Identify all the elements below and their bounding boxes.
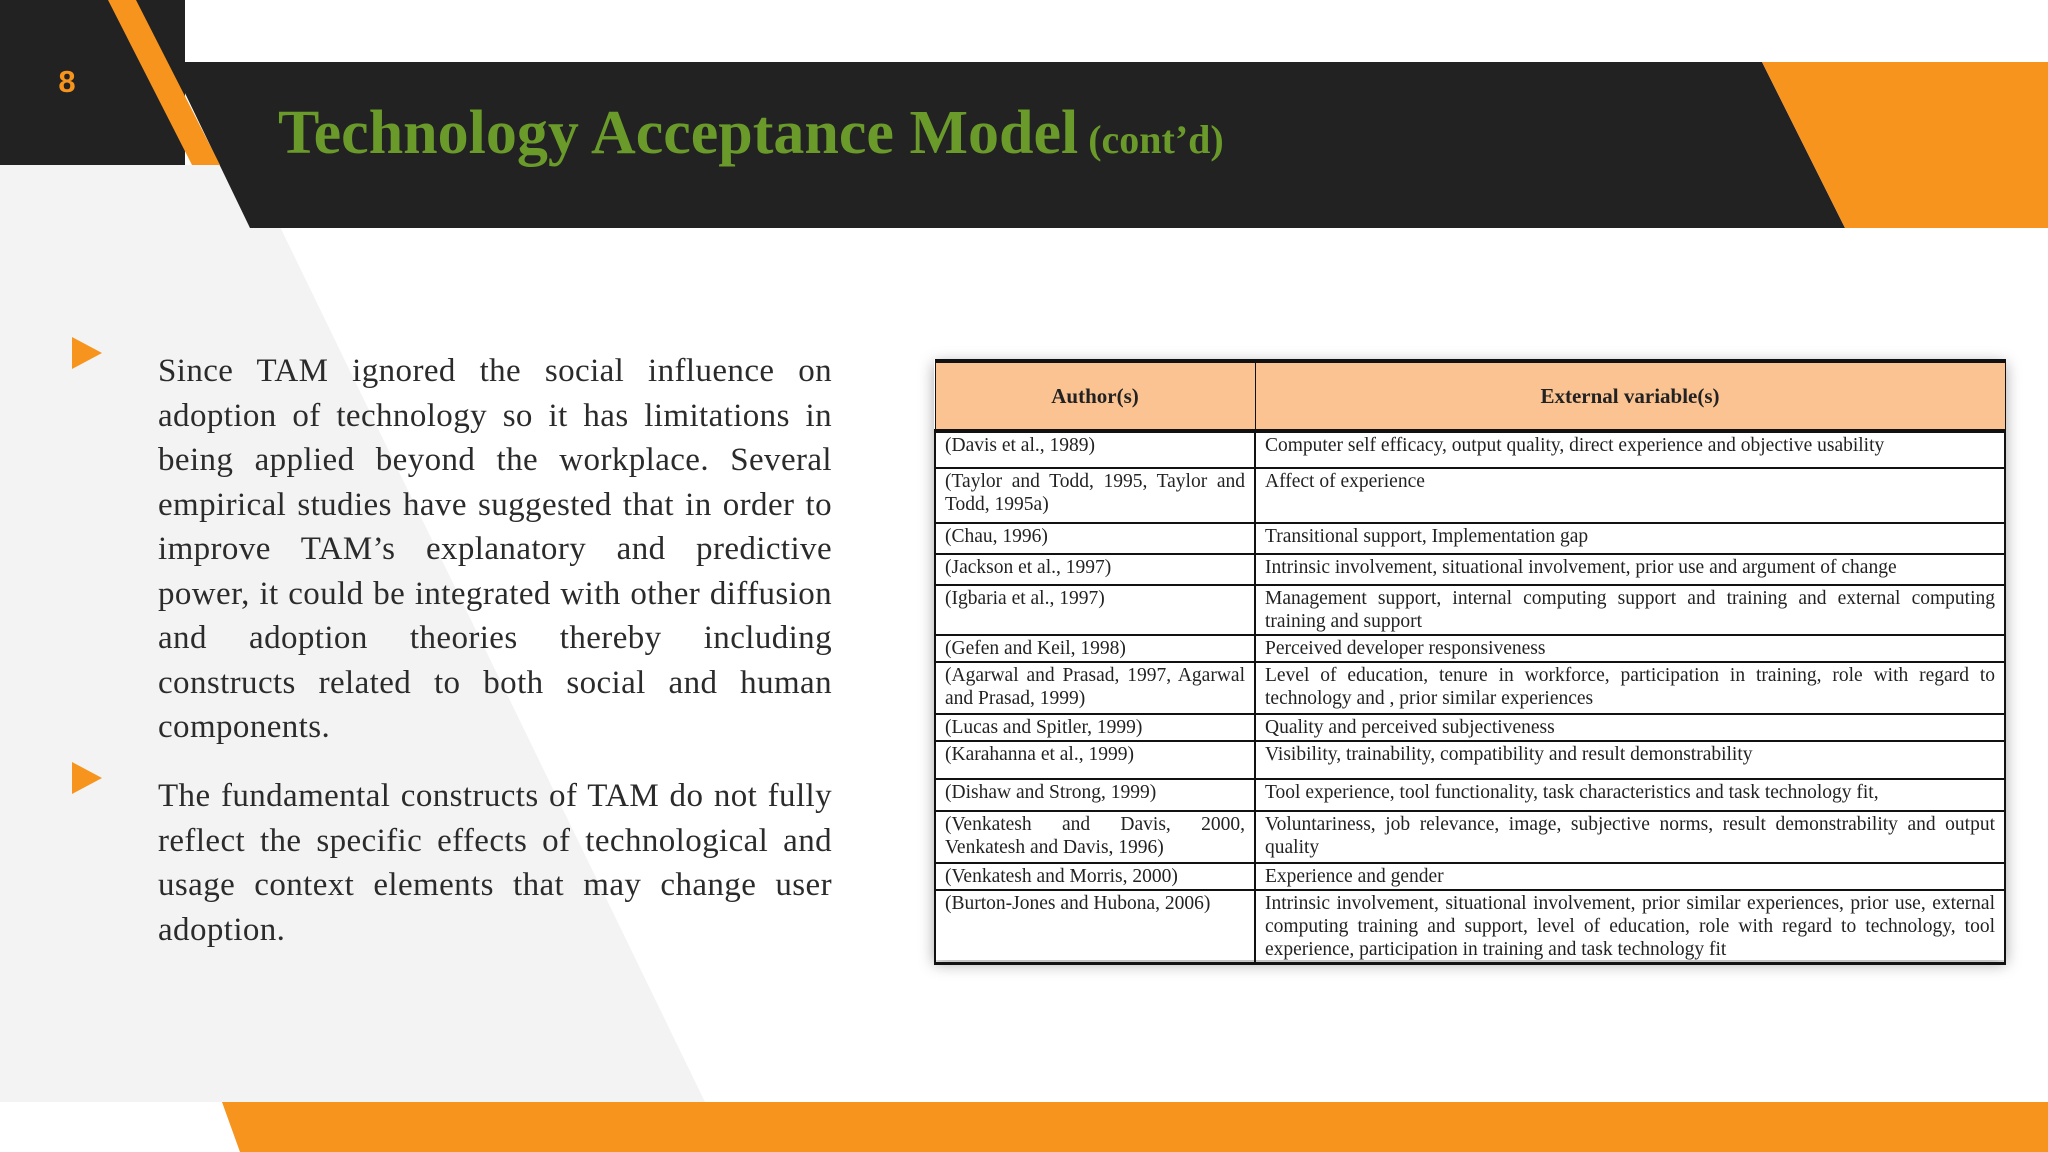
author-cell: (Gefen and Keil, 1998) [935, 635, 1255, 662]
table-row [935, 662, 2005, 714]
author-cell: (Burton-Jones and Hubona, 2006) [935, 890, 1255, 964]
bullet-arrow-icon [72, 762, 102, 794]
table-row [935, 811, 2005, 863]
variable-cell: Level of education, tenure in workforce, participation in training, role with regard to technology and , prior similar experiences [1255, 662, 2005, 714]
table-row [935, 523, 2005, 554]
table-row [935, 554, 2005, 585]
external-variables-table-container [934, 359, 2006, 960]
author-cell: (Dishaw and Strong, 1999) [935, 779, 1255, 811]
bullet-paragraph-1: Since TAM ignored the social influence on adoption of technology so it has limitations in being applied beyond the workplace. Several empirical studies have suggested that in order to improve TAM’s explanatory and predictive power, it could be integrated with other diffusion and adoption theories thereby including constructs related to both social and human components. [158, 353, 832, 745]
author-cell: (Igbaria et al., 1997) [935, 585, 1255, 635]
variable-cell: Computer self efficacy, output quality, direct experience and objective usability [1255, 431, 2005, 468]
variable-cell: Quality and perceived subjectiveness [1255, 714, 2005, 741]
slide-title-main: Technology Acceptance Model [278, 99, 1079, 167]
variable-cell: Intrinsic involvement, situational involvement, prior use and argument of change [1255, 554, 2005, 585]
variable-cell: Perceived developer responsiveness [1255, 635, 2005, 662]
variable-cell: Experience and gender [1255, 863, 2005, 890]
author-cell: (Venkatesh and Morris, 2000) [935, 863, 1255, 890]
table-row [935, 635, 2005, 662]
variable-cell: Intrinsic involvement, situational involvement, prior similar experiences, prior use, external computing training and support, level of education, role with regard to technology, tool experience, participation in training and task technology fit [1255, 890, 2005, 964]
author-cell: (Venkatesh and Davis, 2000, Venkatesh and Davis, 1996) [935, 811, 1255, 863]
slide-title-suffix: (cont’d) [1088, 117, 1224, 162]
table-row [935, 890, 2005, 964]
author-cell: (Lucas and Spitler, 1999) [935, 714, 1255, 741]
slide-number: 8 [58, 64, 76, 99]
variable-cell: Visibility, trainability, compatibility and result demonstrability [1255, 741, 2005, 779]
table-row [935, 863, 2005, 890]
table-row [935, 431, 2005, 468]
author-cell: (Jackson et al., 1997) [935, 554, 1255, 585]
table-row [935, 779, 2005, 811]
table-row [935, 585, 2005, 635]
table-row [935, 468, 2005, 523]
external-variables-table [934, 359, 2006, 965]
bg-orange-bottom-bar [222, 1102, 2048, 1152]
table-row [935, 741, 2005, 779]
variable-cell: Voluntariness, job relevance, image, subjective norms, result demonstrability and output quality [1255, 811, 2005, 863]
author-cell: (Karahanna et al., 1999) [935, 741, 1255, 779]
variable-cell: Transitional support, Implementation gap [1255, 523, 2005, 554]
author-cell: (Davis et al., 1989) [935, 431, 1255, 468]
author-cell: (Agarwal and Prasad, 1997, Agarwal and Prasad, 1999) [935, 662, 1255, 714]
header-authors: Author(s) [935, 361, 1255, 431]
table-row [935, 714, 2005, 741]
slide-title [278, 99, 1224, 167]
bullet-arrow-icon [72, 337, 102, 369]
author-cell: (Chau, 1996) [935, 523, 1255, 554]
bullet-paragraph-2: The fundamental constructs of TAM do not fully reflect the specific effects of technological and usage context elements that may change user adoption. [158, 778, 832, 948]
header-external-variables: External variable(s) [1255, 361, 2005, 431]
author-cell: (Taylor and Todd, 1995, Taylor and Todd, 1995a) [935, 468, 1255, 523]
variable-cell: Management support, internal computing support and training and external computing training and support [1255, 585, 2005, 635]
variable-cell: Affect of experience [1255, 468, 2005, 523]
variable-cell: Tool experience, tool functionality, task characteristics and task technology fit, [1255, 779, 2005, 811]
table-header-row [935, 361, 2005, 431]
